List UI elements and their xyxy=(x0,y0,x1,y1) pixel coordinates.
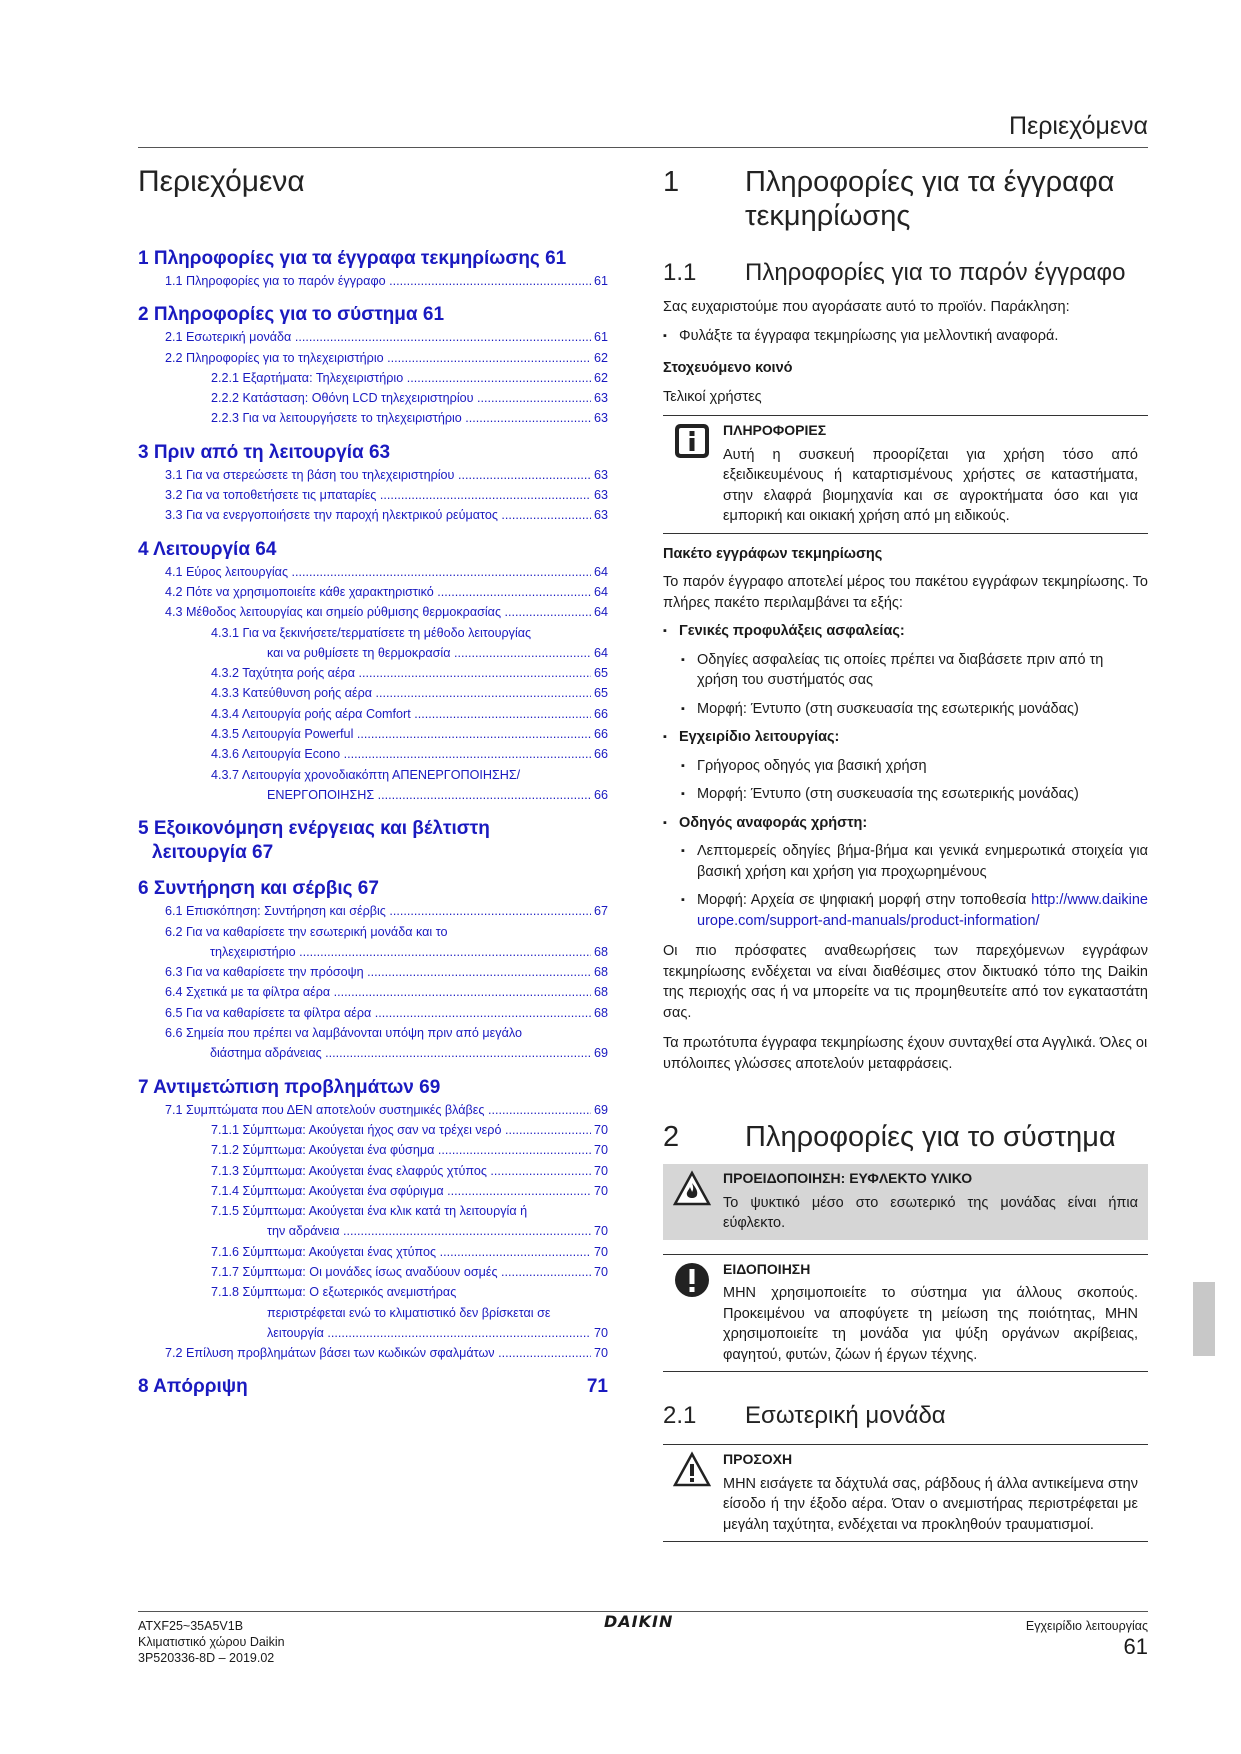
toc-entry[interactable]: 7.1.5 Σύμπτωμα: Ακούγεται ένα κλικ κατά τη λειτουργία ή την αδράνεια ..... 70 xyxy=(138,1201,608,1242)
list-item: ▪ Γρήγορος οδηγός για βασική χρήση xyxy=(663,756,1148,777)
toc-entry[interactable]: 7.1.4 Σύμπτωμα: Ακούγεται ένα σφύριγμα ..... 70 xyxy=(138,1181,608,1201)
toc-entry[interactable]: 4.3.3 Κατεύθυνση ροής αέρα ..... 65 xyxy=(138,683,608,703)
toc-entry[interactable]: 4.3.1 Για να ξεκινήσετε/τερματίσετε τη μέθοδο λειτουργίας και να ρυθμίσετε τη θερμοκρασία ..... 64 xyxy=(138,623,608,664)
subheading: Στοχευόμενο κοινό xyxy=(663,360,793,376)
toc-entry[interactable]: 4.3.7 Λειτουργία χρονοδιακόπτη ΑΠΕΝΕΡΓΟΠΟΙΗΣΗΣ/ ΕΝΕΡΓΟΠΟΙΗΣΗΣ ..... 66 xyxy=(138,765,608,806)
info-body: Αυτή η συσκευή προορίζεται για χρήση τόσο από εξειδικευμένους ή καταρτισμένους χρήστες σε καταστήματα, στην ελαφρά βιομηχανία και σε αγροκτήματα όσο και για εμπορική και οικιακή χρήση από μη ειδικούς. xyxy=(723,446,1138,524)
toc-entry[interactable]: 3.3 Για να ενεργοποιήσετε την παροχή ηλεκτρικού ρεύματος ..... 63 xyxy=(138,505,608,525)
exclamation-icon xyxy=(673,1261,711,1299)
heading-section-2-1: 2.1 Εσωτερική μονάδα xyxy=(663,1402,946,1429)
list-item: ▪ Φυλάξτε τα έγγραφα τεκμηρίωσης για μελλοντική αναφορά. xyxy=(663,326,1148,347)
toc-entry[interactable]: 7.1.6 Σύμπτωμα: Ακούγεται ένας χτύπος ..... 70 xyxy=(138,1242,608,1262)
caution-box xyxy=(663,1444,1148,1542)
page-footer xyxy=(138,1611,1148,1665)
manuals-link[interactable]: http://www.daikineurope.com/support-and-manuals/product-information/ xyxy=(697,892,1148,929)
toc-section-4[interactable]: 4 Λειτουργία 64 xyxy=(138,538,277,560)
paragraph: Τελικοί χρήστες xyxy=(663,388,762,405)
toc-title: Περιεχόμενα xyxy=(138,165,305,198)
flammable-warning-icon xyxy=(673,1170,711,1208)
toc-entry[interactable]: 6.6 Σημεία που πρέπει να λαμβάνονται υπόψη πριν από μεγάλο διάστημα αδράνειας ..... 69 xyxy=(138,1023,608,1064)
toc-section-6[interactable]: 6 Συντήρηση και σέρβις 67 xyxy=(138,878,379,900)
running-header xyxy=(138,112,1148,148)
list-item: ▪ Γενικές προφυλάξεις ασφαλείας: xyxy=(663,621,1148,642)
footer-code: 3P520336-8D – 2019.02 xyxy=(138,1651,275,1665)
toc-entry[interactable]: 7.1.8 Σύμπτωμα: Ο εξωτερικός ανεμιστήρας περιστρέφεται ενώ το κλιματιστικό δεν βρίσκεται σε λειτουργία ..... 70 xyxy=(138,1282,608,1343)
paragraph: Σας ευχαριστούμε που αγοράσατε αυτό το προϊόν. Παράκληση: xyxy=(663,299,1070,315)
footer-model: ATXF25~35A5V1B xyxy=(138,1619,244,1633)
list-item: ▪ Εγχειρίδιο λειτουργίας: xyxy=(663,727,1148,748)
caution-title: ΠΡΟΣΟΧΗ xyxy=(723,1451,793,1467)
info-icon xyxy=(673,422,711,460)
list-item: ▪ Μορφή: Αρχεία σε ψηφιακή μορφή στην τοποθεσία http://www.daikineurope.com/support-and-manuals/product-information/ xyxy=(663,890,1148,931)
warning-title: ΠΡΟΕΙΔΟΠΟΙΗΣΗ: ΕΥΦΛΕΚΤΟ ΥΛΙΚΟ xyxy=(723,1170,973,1186)
toc-entry[interactable]: 2.2.3 Για να λειτουργήσετε το τηλεχειριστήριο ..... 63 xyxy=(138,408,608,428)
info-title: ΠΛΗΡΟΦΟΡΙΕΣ xyxy=(723,422,827,438)
list-item: ▪ Οδηγίες ασφαλείας τις οποίες πρέπει να διαβάσετε πριν από τη χρήση του συστήματός σας xyxy=(663,650,1148,691)
heading-section-2: 2 Πληροφορίες για το σύστημα xyxy=(663,1121,1116,1153)
toc-entry[interactable]: 7.1.3 Σύμπτωμα: Ακούγεται ένας ελαφρύς χτύπος ..... 70 xyxy=(138,1161,608,1181)
running-header-title: Περιεχόμενα xyxy=(1009,112,1148,140)
toc-entry[interactable]: 4.3.6 Λειτουργία Econo ..... 66 xyxy=(138,744,608,764)
footer-right xyxy=(1026,1618,1148,1660)
toc-entry[interactable]: 7.1.2 Σύμπτωμα: Ακούγεται ένα φύσημα ..... 70 xyxy=(138,1140,608,1160)
toc-section-7[interactable]: 7 Αντιμετώπιση προβλημάτων 69 xyxy=(138,1076,441,1098)
toc-section-3[interactable]: 3 Πριν από τη λειτουργία 63 xyxy=(138,441,391,463)
info-box xyxy=(663,415,1148,534)
toc-entry[interactable]: 4.3.4 Λειτουργία ροής αέρα Comfort ..... 66 xyxy=(138,704,608,724)
toc-section-8[interactable]: 8 Απόρριψη 71 xyxy=(138,1376,608,1398)
footer-doc-type: Εγχειρίδιο λειτουργίας xyxy=(1025,1619,1148,1633)
subheading: Πακέτο εγγράφων τεκμηρίωσης xyxy=(663,545,883,562)
toc-section-2[interactable]: 2 Πληροφορίες για το σύστημα 61 xyxy=(138,304,445,326)
list-item: ▪ Οδηγός αναφοράς χρήστη: xyxy=(663,813,1148,834)
footer-left xyxy=(138,1618,285,1666)
toc-entry[interactable]: 7.1.1 Σύμπτωμα: Ακούγεται ήχος σαν να τρέχει νερό ..... 70 xyxy=(138,1120,608,1140)
toc-entry[interactable]: 2.2.1 Εξαρτήματα: Τηλεχειριστήριο ..... 62 xyxy=(138,368,608,388)
toc-entry[interactable]: 7.1 Συμπτώματα που ΔΕΝ αποτελούν συστημικές βλάβες ..... 69 xyxy=(138,1100,608,1120)
notice-title: ΕΙΔΟΠΟΙΗΣΗ xyxy=(723,1260,811,1277)
toc-section-5[interactable]: 5 Εξοικονόμηση ενέργειας και βέλτιστη λειτουργία 67 xyxy=(138,818,490,864)
toc-entry[interactable]: 4.3.2 Ταχύτητα ροής αέρα ..... 65 xyxy=(138,663,608,683)
toc-entry[interactable]: 3.2 Για να τοποθετήσετε τις μπαταρίες ..... 63 xyxy=(138,485,608,505)
heading-section-1-1: 1.1 Πληροφορίες για το παρόν έγγραφο xyxy=(663,259,1126,286)
paragraph: Οι πιο πρόσφατες αναθεωρήσεις των παρεχόμενων εγγράφων τεκμηρίωσης ενδέχεται να είναι διαθέσιμες στον δικτυακό τόπο της Daikin της περιοχής σας ή να μπορείτε να τις προμηθευτείτε από τον εγκαταστάτη σας. xyxy=(663,943,1148,1021)
page-number: 61 xyxy=(1123,1634,1148,1659)
notice-box xyxy=(663,1254,1148,1373)
paragraph: Τα πρωτότυπα έγγραφα τεκμηρίωσης έχουν συνταχθεί στα Αγγλικά. Όλες οι υπόλοιπες γλώσσες αποτελούν μεταφράσεις. xyxy=(663,1035,1148,1072)
warning-body: Το ψυκτικό μέσο στο εσωτερικό της μονάδας είναι ήπια εύφλεκτο. xyxy=(723,1194,1138,1231)
caution-icon xyxy=(673,1451,711,1489)
toc-entry[interactable]: 4.3 Μέθοδος λειτουργίας και σημείο ρύθμισης θερμοκρασίας ..... 64 xyxy=(138,602,608,622)
table-of-contents xyxy=(138,165,608,1399)
toc-entry[interactable]: 6.4 Σχετικά με τα φίλτρα αέρα ..... 68 xyxy=(138,982,608,1002)
toc-entry[interactable]: 4.3.5 Λειτουργία Powerful ..... 66 xyxy=(138,724,608,744)
toc-entry[interactable]: 7.1.7 Σύμπτωμα: Οι μονάδες ίσως αναδύουν οσμές ..... 70 xyxy=(138,1262,608,1282)
notice-body: ΜΗΝ χρησιμοποιείτε το σύστημα για άλλους σκοπούς. Προκειμένου να αποφύγετε τη μείωση της ποιότητας, ΜΗΝ χρησιμοποιείτε τη μονάδα για ψύξη οργάνων ακρίβειας, φαγητού, φυτών, ζώων ή έργων τέχνης. xyxy=(723,1285,1138,1363)
toc-entry[interactable]: 6.5 Για να καθαρίσετε τα φίλτρα αέρα ..... 68 xyxy=(138,1003,608,1023)
paragraph: Το παρόν έγγραφο αποτελεί μέρος του πακέτου εγγράφων τεκμηρίωσης. Το πλήρες πακέτο περιλαμβάνει τα εξής: xyxy=(663,574,1148,611)
toc-entry[interactable]: 4.1 Εύρος λειτουργίας ..... 64 xyxy=(138,562,608,582)
heading-section-1: 1 Πληροφορίες για τα έγγραφα τεκμηρίωσης xyxy=(663,166,1115,232)
toc-entry[interactable]: 1.1 Πληροφορίες για το παρόν έγγραφο ..... 61 xyxy=(138,271,608,291)
toc-entry[interactable]: 4.2 Πότε να χρησιμοποιείτε κάθε χαρακτηριστικό ..... 64 xyxy=(138,582,608,602)
warning-box xyxy=(663,1164,1148,1240)
toc-entry[interactable]: 7.2 Επίλυση προβλημάτων βάσει των κωδικών σφαλμάτων ..... 70 xyxy=(138,1343,608,1363)
chapter-tab xyxy=(1193,1282,1215,1356)
toc-entry[interactable]: 6.1 Επισκόπηση: Συντήρηση και σέρβις ..... 67 xyxy=(138,901,608,921)
toc-entry[interactable]: 3.1 Για να στερεώσετε τη βάση του τηλεχειριστηρίου ..... 63 xyxy=(138,465,608,485)
toc-entry[interactable]: 6.2 Για να καθαρίσετε την εσωτερική μονάδα και το τηλεχειριστήριο ..... 68 xyxy=(138,922,608,963)
toc-section-1[interactable]: 1 Πληροφορίες για τα έγγραφα τεκμηρίωσης 61 xyxy=(138,248,567,269)
toc-entry[interactable]: 6.3 Για να καθαρίσετε την πρόσοψη ..... 68 xyxy=(138,962,608,982)
toc-entry[interactable]: 2.1 Εσωτερική μονάδα ..... 61 xyxy=(138,327,608,347)
list-item: ▪ Λεπτομερείς οδηγίες βήμα-βήμα και γενικά ενημερωτικά στοιχεία για βασική χρήση και χρήση για προχωρημένους xyxy=(663,841,1148,882)
content-column xyxy=(663,165,1148,1542)
footer-product: Κλιματιστικό χώρου Daikin xyxy=(138,1635,285,1649)
toc-entry[interactable]: 2.2 Πληροφορίες για το τηλεχειριστήριο ..... 62 xyxy=(138,348,608,368)
list-item: ▪ Μορφή: Έντυπο (στη συσκευασία της εσωτερικής μονάδας) xyxy=(663,699,1148,720)
list-item: ▪ Μορφή: Έντυπο (στη συσκευασία της εσωτερικής μονάδας) xyxy=(663,784,1148,805)
caution-body: ΜΗΝ εισάγετε τα δάχτυλά σας, ράβδους ή άλλα αντικείμενα στην είσοδο ή την έξοδο αέρα. Όταν ο ανεμιστήρας περιστρέφεται με μεγάλη ταχύτητα, ενδέχεται να προκληθούν τραυματισμοί. xyxy=(723,1475,1138,1533)
toc-entry[interactable]: 2.2.2 Κατάσταση: Οθόνη LCD τηλεχειριστηρίου ..... 63 xyxy=(138,388,608,408)
daikin-logo: DAIKIN xyxy=(604,1612,674,1631)
